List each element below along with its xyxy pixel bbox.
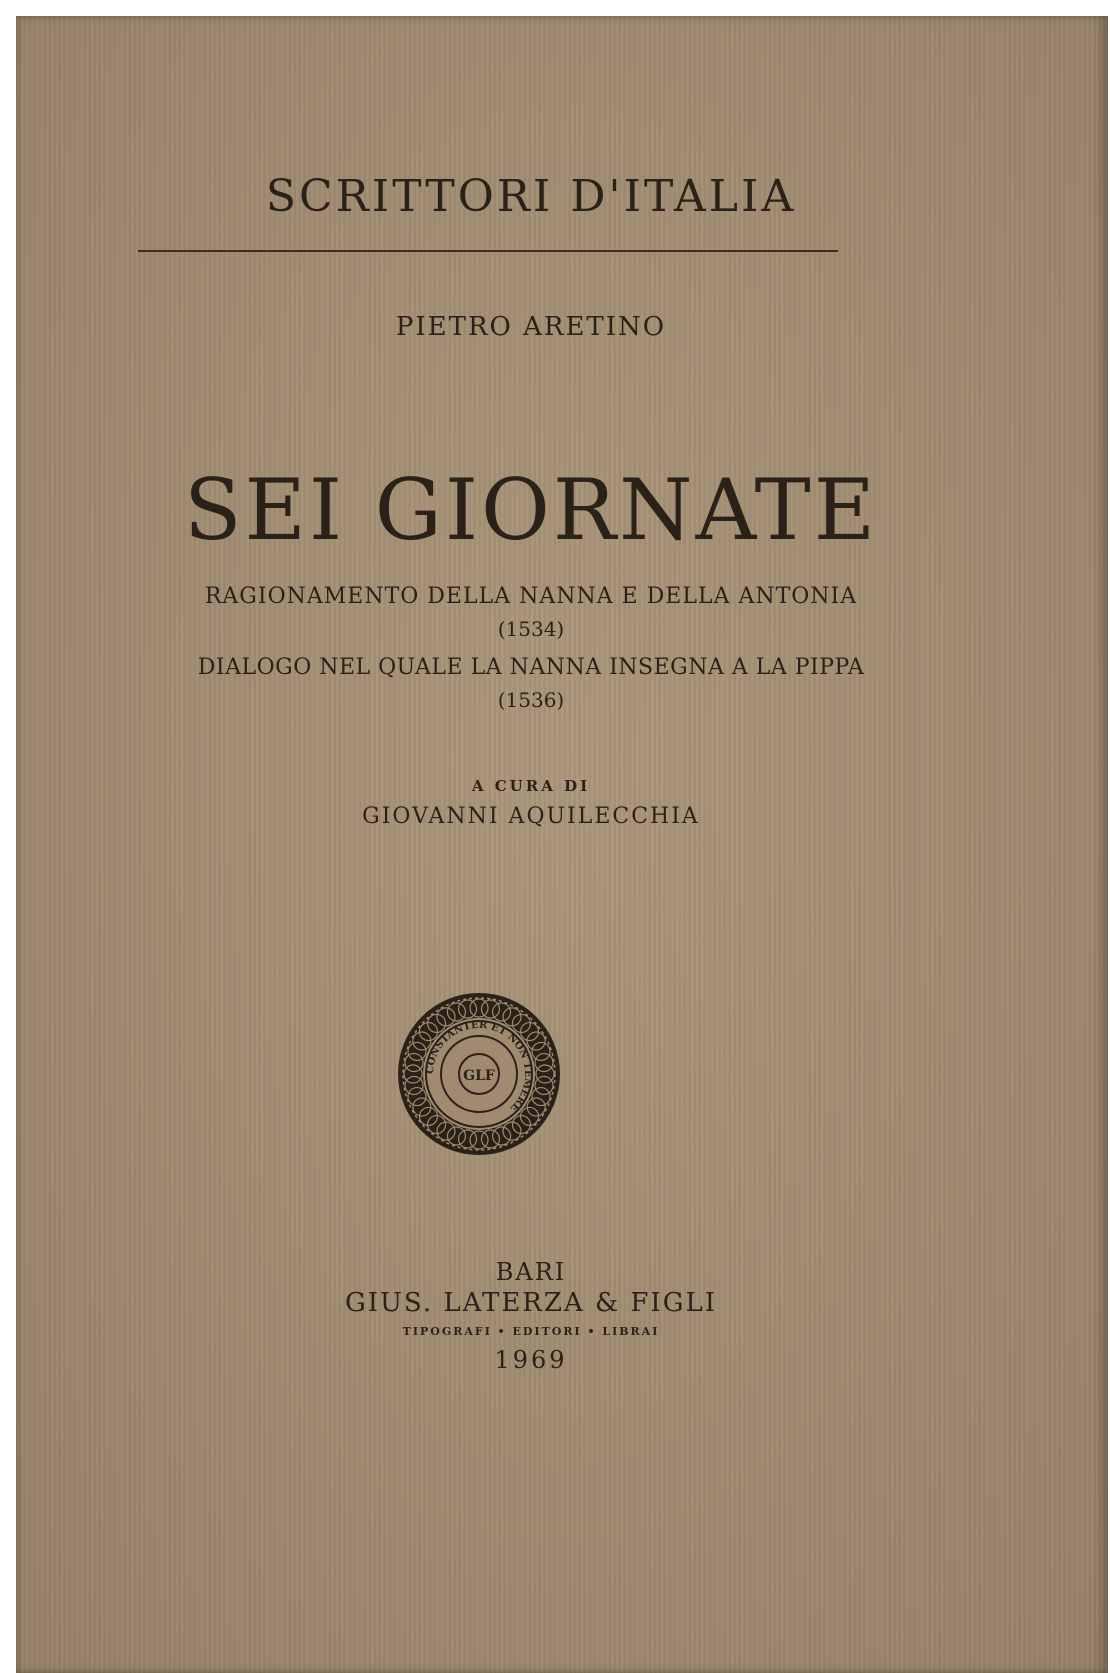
svg-text:CONSTANTER ET NON TEMERE: CONSTANTER ET NON TEMERE	[424, 1019, 534, 1114]
publication-year: 1969	[494, 1346, 568, 1374]
date-second-dialogue: (1536)	[497, 688, 565, 712]
book-title: SEI GIORNATE	[183, 461, 879, 559]
author-name: PIETRO ARETINO	[395, 312, 667, 342]
svg-text:GLF: GLF	[463, 1068, 495, 1084]
date-first-dialogue: (1534)	[497, 617, 565, 641]
series-title: SCRITTORI D'ITALIA	[265, 171, 797, 222]
divider-rule	[138, 250, 838, 252]
subtitle-second-dialogue: DIALOGO NEL QUALE LA NANNA INSEGNA A LA PIPPA	[197, 655, 865, 680]
editor-name: GIOVANNI AQUILECCHIA	[362, 804, 700, 829]
subtitle-first-dialogue: RAGIONAMENTO DELLA NANNA E DELLA ANTONIA	[204, 584, 858, 609]
publisher-tagline: TIPOGRAFI • EDITORI • LIBRAI	[402, 1325, 660, 1338]
publication-city: BARI	[495, 1258, 567, 1286]
book-cover	[16, 16, 1108, 1673]
publisher-seal-icon	[396, 991, 562, 1157]
edited-by-label: A CURA DI	[471, 777, 591, 795]
publisher-name: GIUS. LATERZA & FIGLI	[344, 1288, 717, 1318]
